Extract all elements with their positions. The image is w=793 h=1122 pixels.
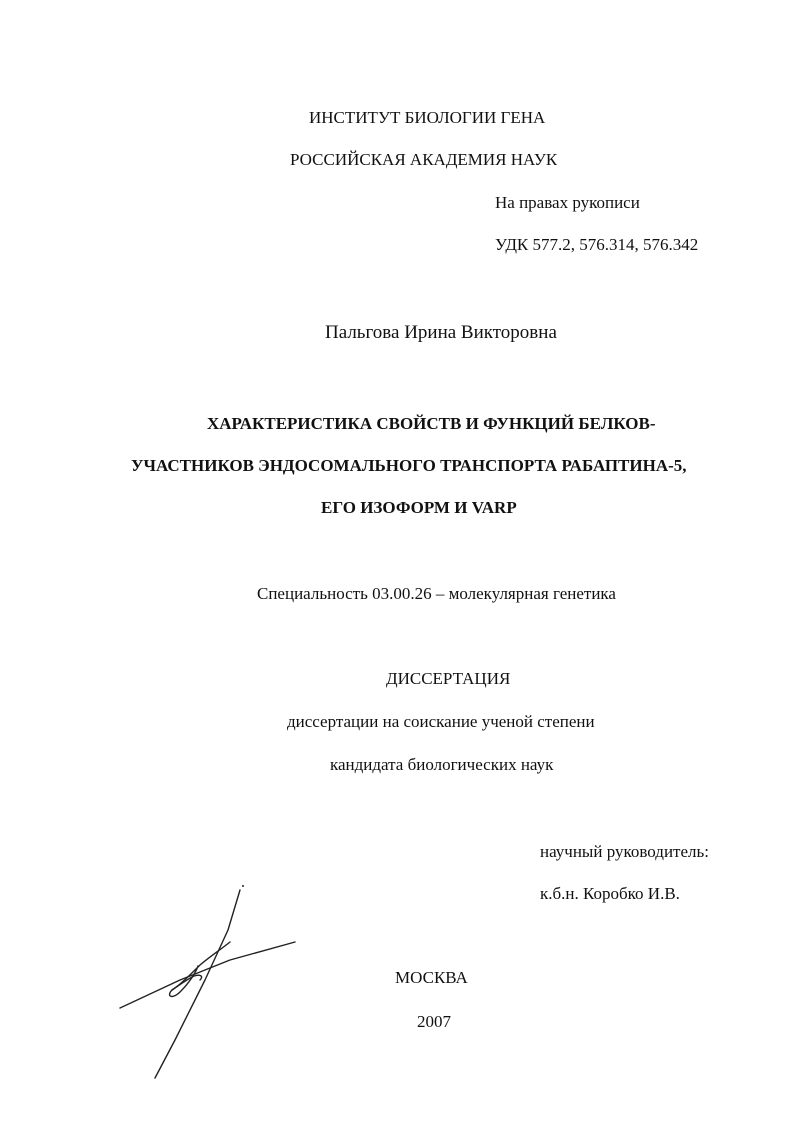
specialty: Специальность 03.00.26 – молекулярная генетика (257, 584, 616, 603)
title-line-1: ХАРАКТЕРИСТИКА СВОЙСТВ И ФУНКЦИЙ БЕЛКОВ- (207, 414, 656, 433)
title-line-2: УЧАСТНИКОВ ЭНДОСОМАЛЬНОГО ТРАНСПОРТА РАБАПТИНА-5, (131, 456, 687, 475)
degree-line-2: кандидата биологических наук (330, 755, 554, 774)
degree-line-1: диссертации на соискание ученой степени (287, 712, 595, 731)
supervisor-label: научный руководитель: (540, 842, 709, 861)
supervisor-name: к.б.н. Коробко И.В. (540, 884, 680, 903)
signature-stroke-2 (170, 942, 230, 996)
handwritten-signature (100, 880, 310, 1090)
document-type: ДИССЕРТАЦИЯ (386, 669, 511, 688)
author-name: Пальгова Ирина Викторовна (325, 322, 557, 343)
year: 2007 (417, 1012, 451, 1031)
udc-code: УДК 577.2, 576.314, 576.342 (495, 235, 699, 254)
signature-stroke-1 (155, 890, 240, 1078)
signature-dot (242, 885, 244, 887)
manuscript-rights: На правах рукописи (495, 193, 640, 212)
title-line-3: ЕГО ИЗОФОРМ И VARP (321, 498, 517, 517)
institute-name: ИНСТИТУТ БИОЛОГИИ ГЕНА (309, 108, 546, 127)
academy-name: РОССИЙСКАЯ АКАДЕМИЯ НАУК (290, 150, 558, 169)
city: МОСКВА (395, 968, 468, 987)
